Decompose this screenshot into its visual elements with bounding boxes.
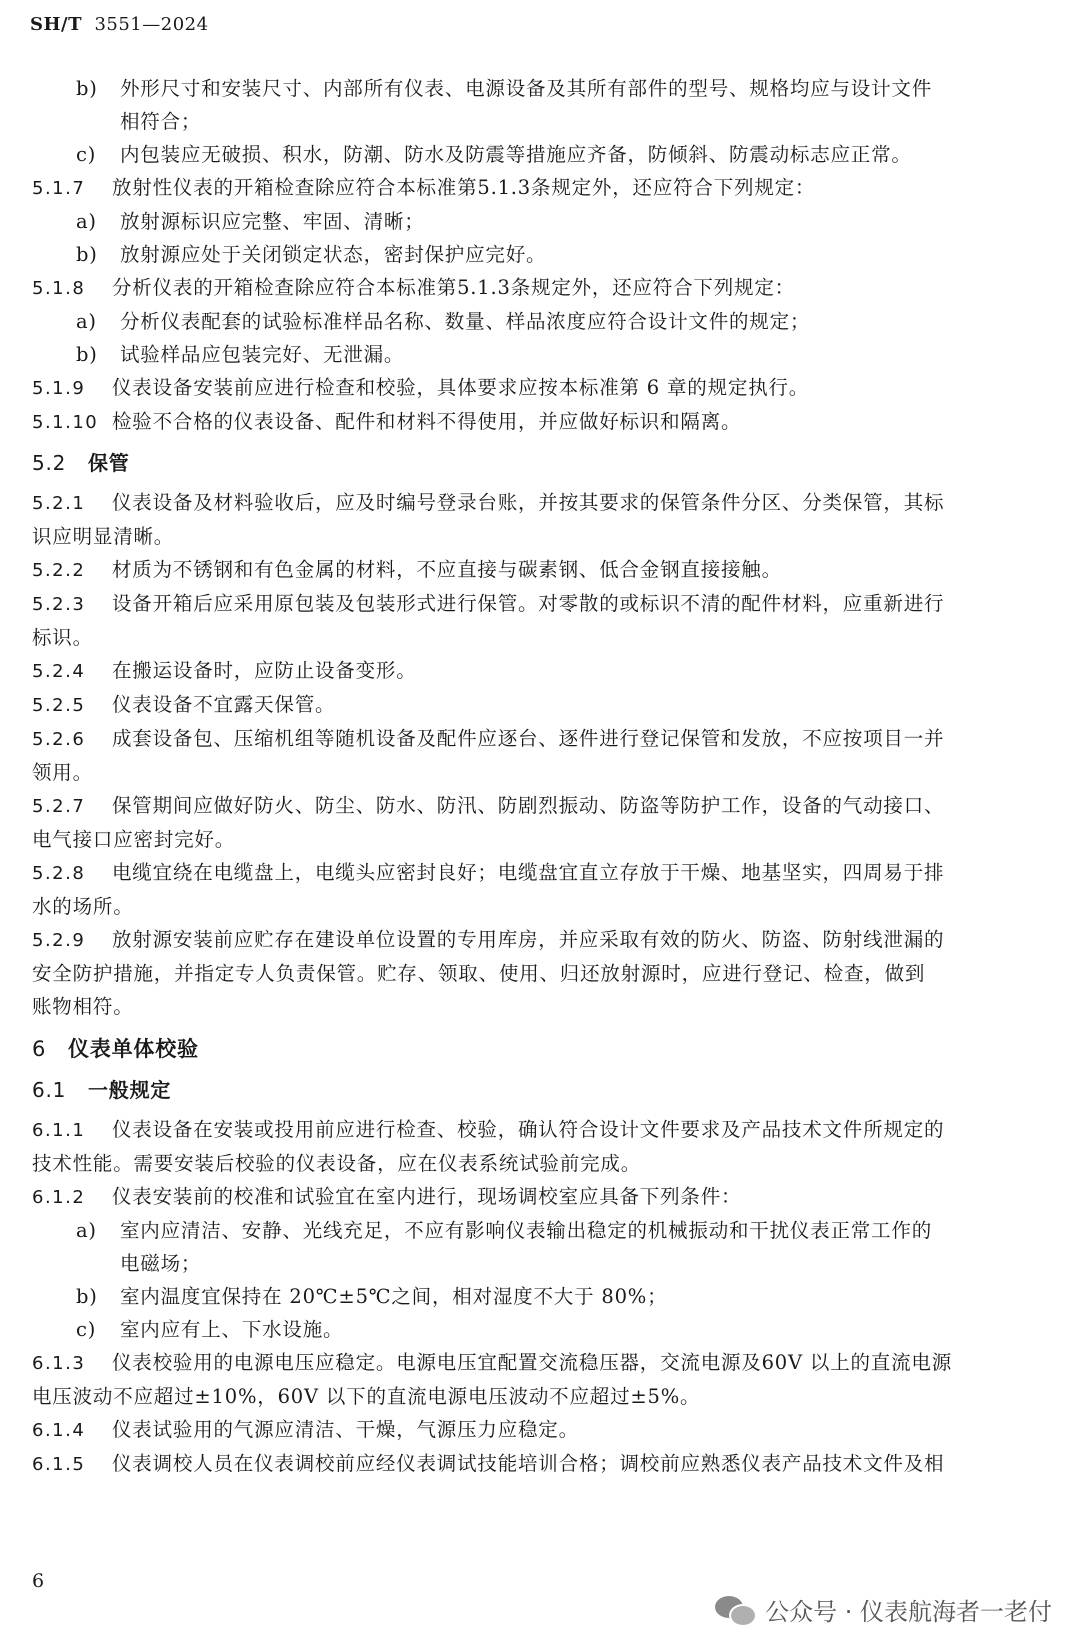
chapter-heading xyxy=(32,1033,1042,1066)
list-item-label: a) xyxy=(76,1219,97,1242)
clause-text: 检验不合格的仪表设备、配件和材料不得使用，并应做好标识和隔离。 xyxy=(112,410,742,433)
list-item-label: a) xyxy=(76,210,97,233)
clause-text: 放射源安装前应贮存在建设单位设置的专用库房，并应采取有效的防火、防盗、防射线泄漏的 xyxy=(112,928,945,951)
clause-number: 5.2.7 xyxy=(32,796,86,817)
clause-continuation: 标识。 xyxy=(32,626,93,649)
clause-continuation: 技术性能。需要安装后校验的仪表设备，应在仪表系统试验前完成。 xyxy=(32,1152,642,1175)
clause-number: 6.1.4 xyxy=(32,1420,86,1441)
clause-number: 6.1.1 xyxy=(32,1120,86,1141)
list-item-label: b) xyxy=(76,343,98,366)
watermark-text: 公众号 · 仪表航海者一老付 xyxy=(765,1598,1052,1626)
clause-number: 6.1.3 xyxy=(32,1353,86,1374)
document-body xyxy=(32,72,1042,1481)
wechat-icon xyxy=(715,1594,755,1626)
clause xyxy=(32,587,1042,621)
heading-text: 保管 xyxy=(88,451,130,475)
clause xyxy=(32,923,1042,957)
clause xyxy=(32,486,1042,520)
page-number: 6 xyxy=(32,1570,45,1592)
clause-number: 5.2.4 xyxy=(32,661,86,682)
list-item-label: c) xyxy=(76,143,97,166)
clause-number: 5.2.8 xyxy=(32,863,86,884)
clause-continuation: 电压波动不应超过±10%，60V 以下的直流电源电压波动不应超过±5%。 xyxy=(32,1385,701,1408)
clause xyxy=(32,1447,1042,1481)
list-item-text: 分析仪表配套的试验标准样品名称、数量、样品浓度应符合设计文件的规定； xyxy=(120,310,811,333)
list-item xyxy=(32,305,1042,338)
clause-number: 6.1.2 xyxy=(32,1187,86,1208)
list-item-text: 放射源标识应完整、牢固、清晰； xyxy=(120,210,425,233)
clause xyxy=(32,271,1042,305)
list-item-text: 室内温度宜保持在 20℃±5℃之间，相对湿度不大于 80%； xyxy=(120,1285,668,1308)
clause xyxy=(32,1113,1042,1147)
clause-text: 仪表设备及材料验收后，应及时编号登录台账，并按其要求的保管条件分区、分类保管，其标 xyxy=(112,491,945,514)
list-item-label: b) xyxy=(76,1285,98,1308)
list-item xyxy=(32,72,1042,105)
section-heading xyxy=(32,1074,1042,1107)
clause-text: 仪表调校人员在仪表调校前应经仪表调试技能培训合格；调校前应熟悉仪表产品技术文件及相 xyxy=(112,1452,945,1475)
clause-text: 仪表设备安装前应进行检查和校验，具体要求应按本标准第 6 章的规定执行。 xyxy=(112,376,810,399)
clause xyxy=(32,722,1042,756)
clause xyxy=(32,1346,1042,1380)
list-item xyxy=(32,238,1042,271)
list-item xyxy=(32,138,1042,171)
heading-number: 6 xyxy=(32,1037,47,1061)
watermark xyxy=(715,1592,1052,1627)
clause xyxy=(32,371,1042,405)
clause xyxy=(32,789,1042,823)
clause-number: 5.2.9 xyxy=(32,930,86,951)
clause-text: 仪表校验用的电源电压应稳定。电源电压宜配置交流稳压器，交流电源及60V 以上的直流电源 xyxy=(112,1351,952,1374)
list-item-text: 内包装应无破损、积水，防潮、防水及防震等措施应齐备，防倾斜、防震动标志应正常。 xyxy=(120,143,912,166)
list-item xyxy=(32,338,1042,371)
clause-text: 材质为不锈钢和有色金属的材料，不应直接与碳素钢、低合金钢直接接触。 xyxy=(112,558,782,581)
clause-continuation: 水的场所。 xyxy=(32,895,134,918)
list-item-label: b) xyxy=(76,77,98,100)
list-item-text: 试验样品应包装完好、无泄漏。 xyxy=(120,343,405,366)
clause xyxy=(32,171,1042,205)
clause-number: 5.1.9 xyxy=(32,378,86,399)
clause xyxy=(32,1413,1042,1447)
clause xyxy=(32,553,1042,587)
clause-text: 仪表试验用的气源应清洁、干燥，气源压力应稳定。 xyxy=(112,1418,579,1441)
clause-text: 仪表设备在安装或投用前应进行检查、校验，确认符合设计文件要求及产品技术文件所规定的 xyxy=(112,1118,945,1141)
clause xyxy=(32,856,1042,890)
clause-text: 设备开箱后应采用原包装及包装形式进行保管。对零散的或标识不清的配件材料，应重新进行 xyxy=(112,592,945,615)
clause xyxy=(32,1180,1042,1214)
list-item-label: a) xyxy=(76,310,97,333)
list-item-label: b) xyxy=(76,243,98,266)
list-item-text: 放射源应处于关闭锁定状态，密封保护应完好。 xyxy=(120,243,547,266)
heading-text: 一般规定 xyxy=(88,1078,172,1102)
heading-text: 仪表单体校验 xyxy=(68,1037,199,1061)
clause-continuation: 领用。 xyxy=(32,761,93,784)
list-item xyxy=(32,1313,1042,1346)
standard-code: SH/T xyxy=(30,14,82,35)
clause-text: 仪表安装前的校准和试验宜在室内进行，现场调校室应具备下列条件： xyxy=(112,1185,742,1208)
clause-text: 在搬运设备时，应防止设备变形。 xyxy=(112,659,417,682)
standard-header xyxy=(30,14,209,35)
clause-number: 5.2.5 xyxy=(32,695,86,716)
list-item xyxy=(32,1214,1042,1247)
clause xyxy=(32,654,1042,688)
heading-number: 5.2 xyxy=(32,451,67,475)
clause xyxy=(32,688,1042,722)
list-item-text: 室内应有上、下水设施。 xyxy=(120,1318,344,1341)
clause-continuation: 电气接口应密封完好。 xyxy=(32,828,236,851)
clause-number: 5.1.10 xyxy=(32,412,99,433)
clause-text: 保管期间应做好防火、防尘、防水、防汛、防剧烈振动、防盗等防护工作，设备的气动接口、 xyxy=(112,794,945,817)
clause-text: 放射性仪表的开箱检查除应符合本标准第5.1.3条规定外，还应符合下列规定： xyxy=(112,176,816,199)
heading-number: 6.1 xyxy=(32,1078,67,1102)
clause-text: 仪表设备不宜露天保管。 xyxy=(112,693,336,716)
clause-number: 5.2.6 xyxy=(32,729,86,750)
clause-continuation: 识应明显清晰。 xyxy=(32,525,175,548)
list-item-continuation: 相符合； xyxy=(120,110,202,133)
clause-text: 电缆宜绕在电缆盘上，电缆头应密封良好；电缆盘宜直立存放于干燥、地基坚实，四周易于排 xyxy=(112,861,945,884)
clause xyxy=(32,405,1042,439)
clause-text: 成套设备包、压缩机组等随机设备及配件应逐台、逐件进行登记保管和发放，不应按项目一并 xyxy=(112,727,945,750)
clause-number: 5.1.8 xyxy=(32,278,86,299)
clause-number: 5.2.2 xyxy=(32,560,86,581)
clause-text: 分析仪表的开箱检查除应符合本标准第5.1.3条规定外，还应符合下列规定： xyxy=(112,276,795,299)
list-item xyxy=(32,1280,1042,1313)
clause-number: 6.1.5 xyxy=(32,1454,86,1475)
list-item-label: c) xyxy=(76,1318,97,1341)
list-item-continuation: 电磁场； xyxy=(120,1252,202,1275)
clause-number: 5.2.1 xyxy=(32,493,86,514)
clause-continuation: 账物相符。 xyxy=(32,995,134,1018)
clause-number: 5.1.7 xyxy=(32,178,86,199)
list-item xyxy=(32,205,1042,238)
list-item-text: 外形尺寸和安装尺寸、内部所有仪表、电源设备及其所有部件的型号、规格均应与设计文件 xyxy=(120,77,933,100)
standard-number: 3551—2024 xyxy=(94,14,209,35)
section-heading xyxy=(32,447,1042,480)
list-item-text: 室内应清洁、安静、光线充足，不应有影响仪表输出稳定的机械振动和干扰仪表正常工作的 xyxy=(120,1219,933,1242)
clause-number: 5.2.3 xyxy=(32,594,86,615)
clause-continuation: 安全防护措施，并指定专人负责保管。贮存、领取、使用、归还放射源时，应进行登记、检查，做到 xyxy=(32,962,926,985)
